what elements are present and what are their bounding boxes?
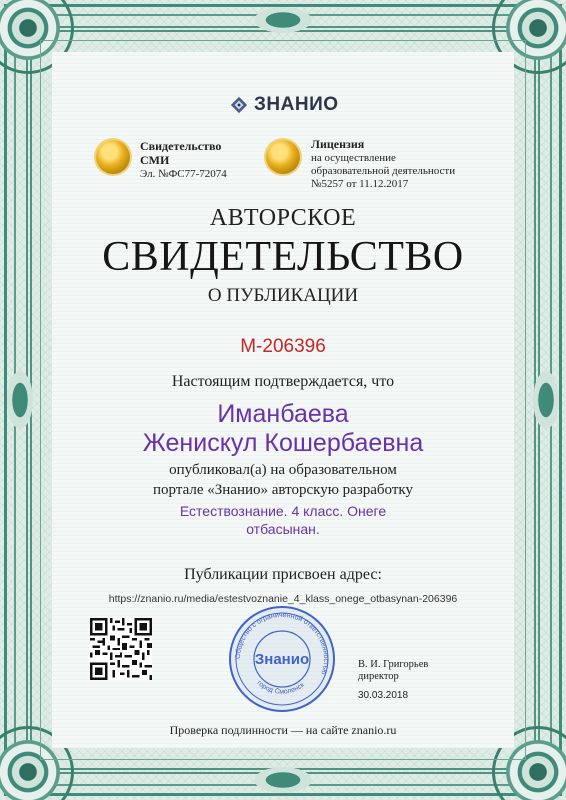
znanio-logo-icon — [230, 96, 248, 114]
verification-text: Проверка подлинности — на сайте znanio.ru — [169, 723, 397, 737]
author-surname: Иманбаева — [217, 400, 349, 428]
signer-name: В. И. Григорьев — [358, 659, 429, 670]
published-text-2: портале «Знанио» авторскую разработку — [153, 482, 413, 498]
publication-url[interactable]: https://znanio.ru/media/estestvoznanie_4_klass_onege_otbasynan-206396 — [108, 593, 458, 605]
confirm-text: Настоящим подтверждается, что — [171, 373, 395, 390]
media-registration-info — [140, 140, 260, 181]
license-line-3: №5257 от 11.12.2017 — [311, 178, 409, 190]
gold-medal-icon — [266, 140, 300, 174]
media-registration-title: Свидетельство — [140, 139, 222, 153]
brand-logo — [230, 94, 339, 116]
license-line-1: на осуществление — [311, 152, 396, 164]
certificate-number: M-206396 — [240, 336, 326, 357]
certificate-title-main: СВИДЕТЕЛЬСТВО — [102, 234, 464, 280]
media-registration-title-2: СМИ — [140, 153, 170, 167]
certificate-title-sub: О ПУБЛИКАЦИИ — [207, 285, 359, 306]
brand-name: ЗНАНИО — [254, 94, 339, 115]
certificate-title-top: АВТОРСКОЕ — [209, 205, 357, 231]
media-registration-number: Эл. №ФС77-72074 — [140, 168, 227, 180]
license-line-2: образовательной деятельности — [311, 165, 456, 177]
author-name: Женискул Кошербаевна — [142, 429, 424, 457]
seal-center-text: Знанио — [254, 651, 310, 668]
gold-medal-icon — [96, 140, 130, 174]
seal-city-text: город Смоленск — [255, 679, 306, 696]
license-info — [311, 138, 511, 191]
qr-code-icon — [90, 618, 152, 680]
work-title-2: отбасынан. — [246, 521, 320, 537]
company-seal — [228, 605, 336, 713]
license-title: Лицензия — [311, 137, 365, 151]
bottom-ornament-icon — [243, 762, 323, 798]
work-title-1: Естествознание. 4 класс. Онеге — [179, 503, 387, 519]
signature-date: 30.03.2018 — [358, 690, 409, 701]
top-ornament-icon — [243, 2, 323, 38]
published-text-1: опубликовал(а) на образовательном — [169, 462, 397, 478]
address-label: Публикации присвоен адрес: — [184, 566, 382, 583]
seal-ring-text: Общество с ограниченной ответственностью — [234, 611, 330, 676]
signer-role: директор — [358, 671, 399, 682]
